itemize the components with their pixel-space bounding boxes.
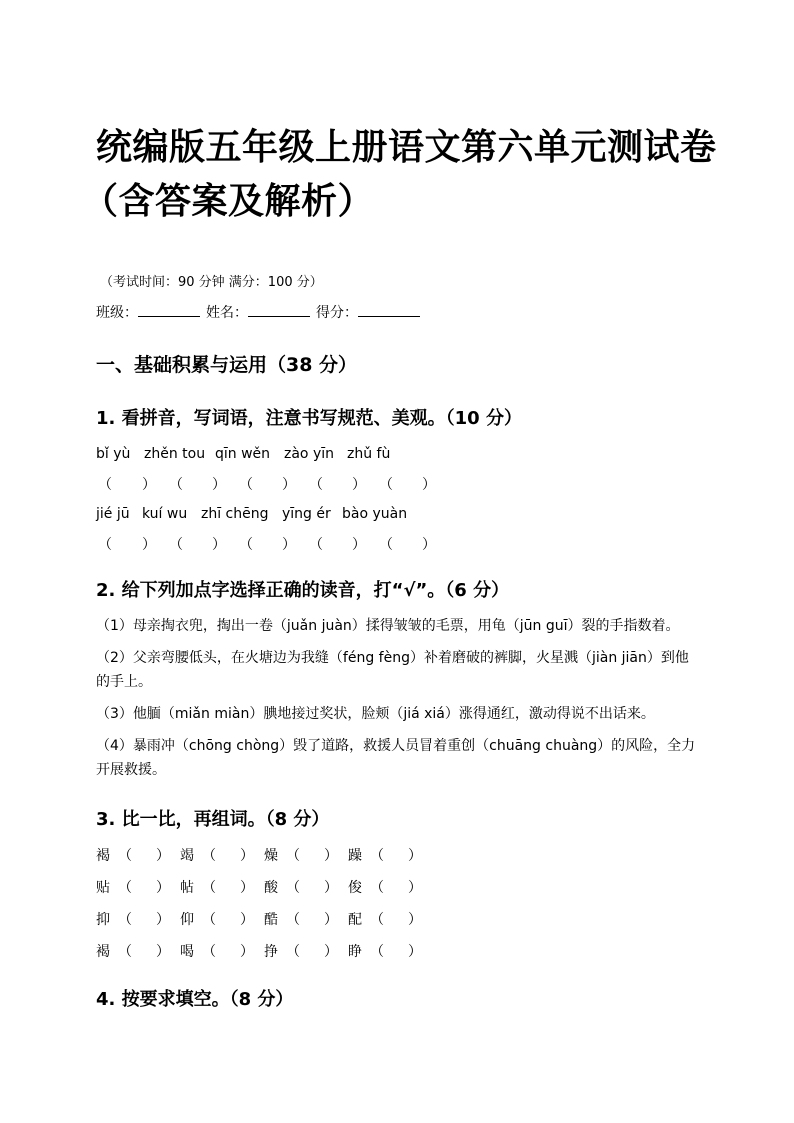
score-label: 得分： <box>316 305 358 321</box>
q2-item-3: （3）他腼（miǎn miàn）腆地接过奖状，脸颊（jiá xiá）涨得通红，激动得说不出话来。 <box>96 706 655 722</box>
q3-cell[interactable]: 躁 （ ） <box>348 848 422 864</box>
pinyin-row-2 <box>96 506 696 524</box>
q2-item-1: （1）母亲掏衣兜，掏出一卷（juǎn juàn）揉得皱皱的毛票，用龟（jūn guī）裂的手指数着。 <box>96 618 680 634</box>
student-info-fields <box>96 302 426 322</box>
question-2-heading: 2. 给下列加点字选择正确的读音，打“√”。（6 分） <box>96 580 510 601</box>
paren-close: ） <box>352 537 366 553</box>
class-blank[interactable] <box>138 302 200 317</box>
q3-cell[interactable]: 俊 （ ） <box>348 880 422 896</box>
paren-open: （ <box>379 537 393 553</box>
score-blank[interactable] <box>358 302 420 317</box>
paren-close: ） <box>282 537 296 553</box>
paren-open: （ <box>309 537 323 553</box>
question-3-heading: 3. 比一比，再组词。（8 分） <box>96 809 330 830</box>
pinyin-item: zhǔ fù <box>347 446 391 462</box>
paren-open: （ <box>309 477 323 493</box>
q3-cell[interactable]: 酸 （ ） <box>264 880 338 896</box>
document-title-line1: 统编版五年级上册语文第六单元测试卷 <box>96 127 717 168</box>
pinyin-item: bào yuàn <box>342 506 408 522</box>
q3-row-1 <box>96 845 496 865</box>
q3-cell[interactable]: 喝 （ ） <box>180 944 254 960</box>
answer-paren-row-1[interactable] <box>96 474 696 492</box>
paren-open: （ <box>239 537 253 553</box>
section-heading-1: 一、基础积累与运用（38 分） <box>96 354 358 376</box>
q3-cell[interactable]: 贴 （ ） <box>96 880 170 896</box>
paren-close: ） <box>352 477 366 493</box>
document-title-line2: （含答案及解析） <box>82 181 375 222</box>
paren-close: ） <box>212 537 226 553</box>
question-4-heading: 4. 按要求填空。（8 分） <box>96 989 294 1010</box>
q3-cell[interactable]: 褐 （ ） <box>96 944 170 960</box>
q3-cell[interactable]: 挣 （ ） <box>264 944 338 960</box>
paren-open: （ <box>169 537 183 553</box>
q3-cell[interactable]: 仰 （ ） <box>180 912 254 928</box>
name-label: 姓名： <box>206 305 248 321</box>
paren-open: （ <box>239 477 253 493</box>
question-1-heading: 1. 看拼音，写词语，注意书写规范、美观。（10 分） <box>96 408 522 429</box>
paren-close: ） <box>282 477 296 493</box>
q2-item-2: （2）父亲弯腰低头，在火塘边为我缝（féng fèng）补着磨破的裤脚，火星溅（jiàn jiān）到他的手上。 <box>96 650 689 690</box>
pinyin-item: yīng ér <box>282 506 331 522</box>
pinyin-item: kuí wu <box>142 506 188 522</box>
pinyin-item: zhěn tou <box>144 446 206 462</box>
answer-paren-row-2[interactable] <box>96 534 696 552</box>
q3-cell[interactable]: 配 （ ） <box>348 912 422 928</box>
pinyin-item: jié jū <box>96 506 130 522</box>
paren-close: ） <box>212 477 226 493</box>
q3-cell[interactable]: 抑 （ ） <box>96 912 170 928</box>
q3-row-2 <box>96 877 496 897</box>
class-label: 班级： <box>96 305 138 321</box>
q3-cell[interactable]: 褐 （ ） <box>96 848 170 864</box>
paren-close: ） <box>142 477 156 493</box>
pinyin-item: qīn wěn <box>215 446 271 462</box>
pinyin-item: zhī chēng <box>201 506 269 522</box>
pinyin-row-1 <box>96 446 696 464</box>
paren-open: （ <box>98 537 112 553</box>
q2-item-4: （4）暴雨冲（chōng chòng）毁了道路，救援人员冒着重创（chuāng chuàng）的风险，全力开展救援。 <box>96 738 696 778</box>
paren-close: ） <box>422 477 436 493</box>
q3-cell[interactable]: 竭 （ ） <box>180 848 254 864</box>
q3-row-4 <box>96 941 496 961</box>
q3-cell[interactable]: 燥 （ ） <box>264 848 338 864</box>
pinyin-item: zào yīn <box>284 446 334 462</box>
paren-close: ） <box>142 537 156 553</box>
paren-close: ） <box>422 537 436 553</box>
exam-info: （考试时间：90 分钟 满分：100 分） <box>100 275 323 290</box>
name-blank[interactable] <box>248 302 310 317</box>
q3-cell[interactable]: 帖 （ ） <box>180 880 254 896</box>
q3-cell[interactable]: 酷 （ ） <box>264 912 338 928</box>
q3-cell[interactable]: 睁 （ ） <box>348 944 422 960</box>
pinyin-item: bǐ yù <box>96 446 131 462</box>
paren-open: （ <box>169 477 183 493</box>
paren-open: （ <box>379 477 393 493</box>
paren-open: （ <box>98 477 112 493</box>
q3-row-3 <box>96 909 496 929</box>
